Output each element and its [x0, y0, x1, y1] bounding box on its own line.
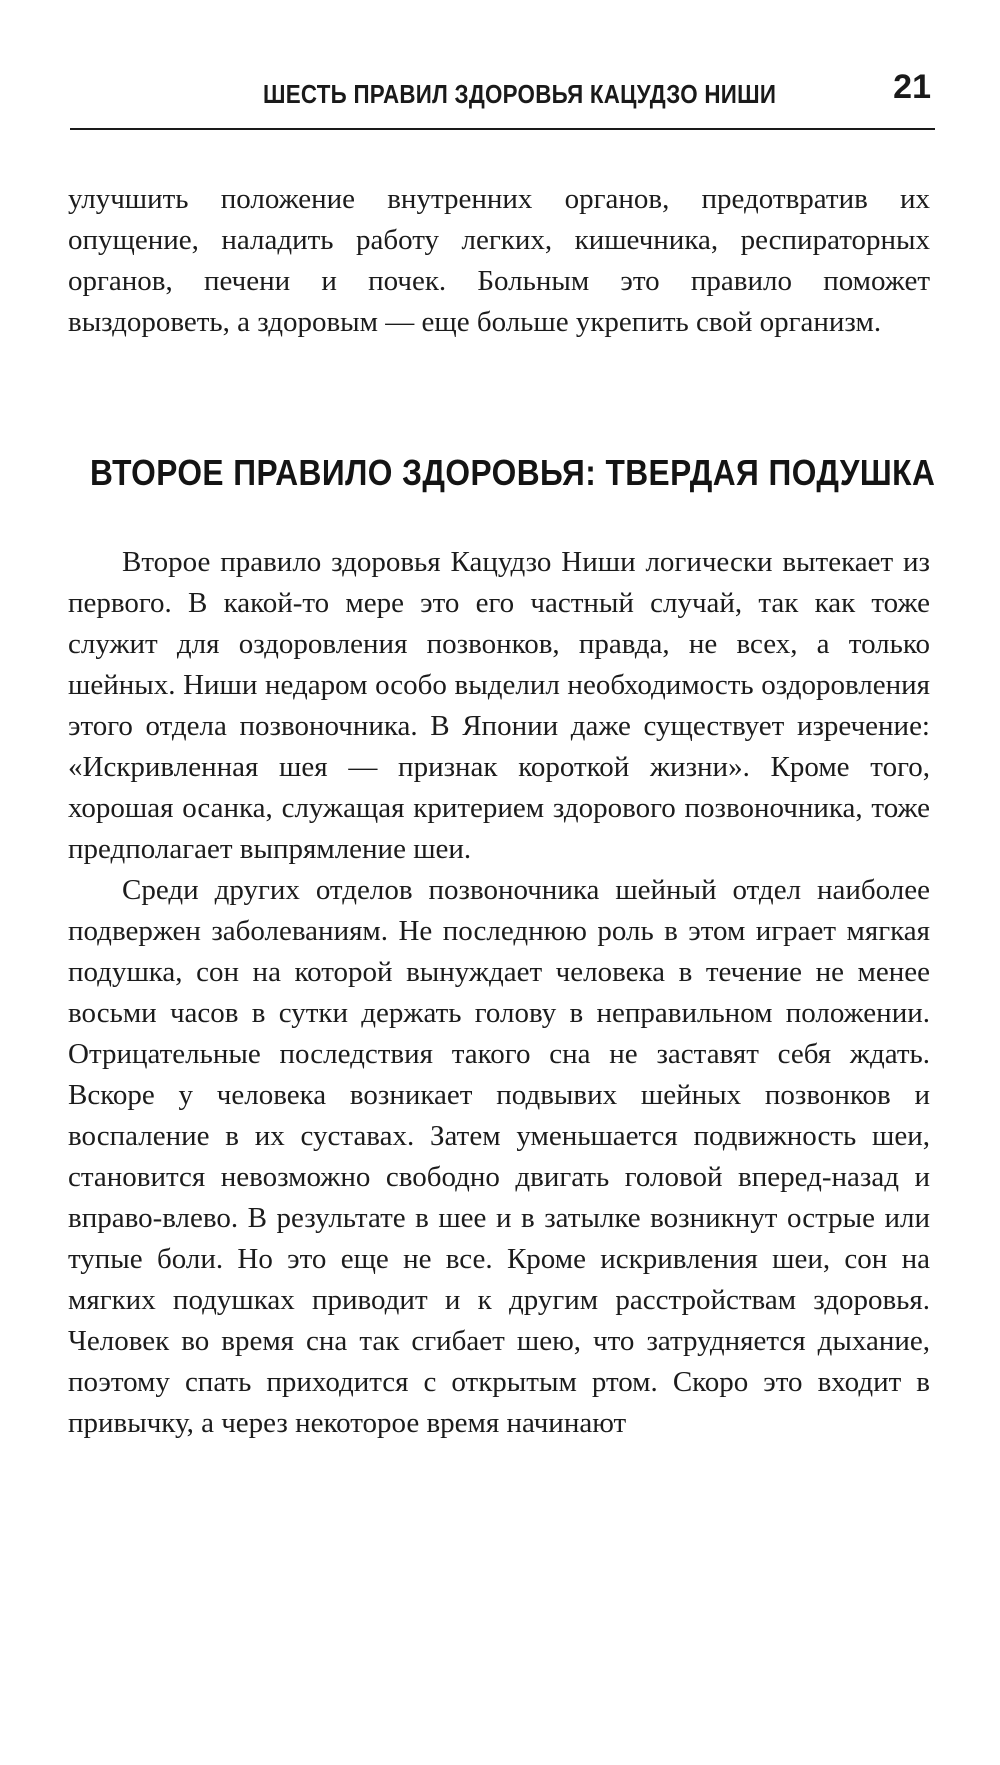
section-heading: ВТОРОЕ ПРАВИЛО ЗДОРОВЬЯ: ТВЕРДАЯ ПОДУШКА — [90, 452, 936, 493]
paragraph: Второе правило здоровья Кацудзо Ниши логически вытекает из первого. В какой-то мере это его частный случай, так как тоже служит для оздоровления позвонков, правда, не всех, а только шейных. Ниши недаром особо выделил необходимость оздоровления этого отдела позвоночника. В Японии даже существует изречение: «Искривленная шея — признак короткой жизни». Кроме того, хорошая осанка, служащая критерием здорового позвоночника, тоже предполагает выпрямление шеи. — [68, 546, 930, 865]
page-number: 21 — [893, 68, 931, 106]
continuation-text — [68, 179, 930, 343]
paragraph-continuation: улучшить положение внутренних органов, предотвратив их опущение, наладить работу легких, кишечника, респираторных органов, печени и почек. Больным это правило поможет выздороветь, а здоровым — еще больше укрепить свой организм. — [68, 183, 930, 338]
section-body — [68, 542, 930, 1444]
running-head — [70, 64, 935, 130]
paragraph: Среди других отделов позвоночника шейный отдел наиболее подвержен заболеваниям. Не последнюю роль в этом играет мягкая подушка, сон на которой вынуждает человека в течение не менее восьми часов в сутки держать голову в неправильном положении. Отрицательные последствия такого сна не заставят себя ждать. Вскоре у человека возникает подвывих шейных позвонков и воспаление в их суставах. Затем уменьшается подвижность шеи, становится невозможно свободно двигать головой вперед-назад и вправо-влево. В результате в шее и в затылке возникнут острые или тупые боли. Но это еще не все. Кроме искривления шеи, сон на мягких подушках приводит и к другим расстройствам здоровья. Человек во время сна так сгибает шею, что затрудняется дыхание, поэтому спать приходится с открытым ртом. Скоро это входит в привычку, а через некоторое время начинают — [68, 874, 930, 1439]
running-title: ШЕСТЬ ПРАВИЛ ЗДОРОВЬЯ КАЦУДЗО НИШИ — [263, 79, 777, 109]
